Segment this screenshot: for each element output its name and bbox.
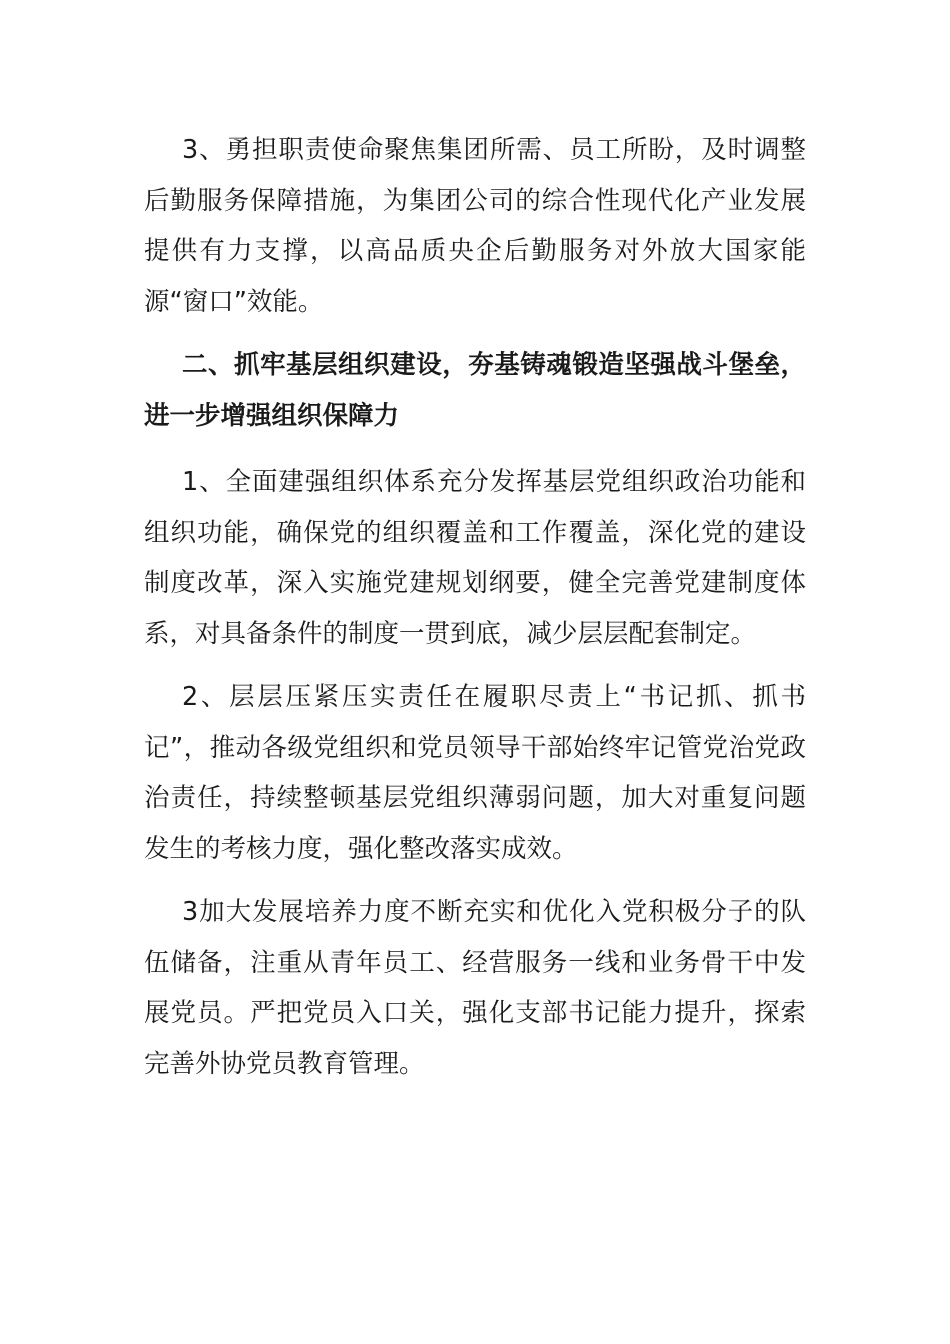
paragraph-item-3-development: 3加大发展培养力度不断充实和优化入党积极分子的队伍储备，注重从青年员工、经营服务一线和业务骨干中发展党员。严把党员入口关，强化支部书记能力提升，探索完善外协党员教育管理。 [144, 897, 806, 1079]
paragraph-item-1-organization: 1、全面建强组织体系充分发挥基层党组织政治功能和组织功能，确保党的组织覆盖和工作覆盖，深化党的建设制度改革，深入实施党建规划纲要，健全完善党建制度体系，对具备条件的制度一贯到底，减少层层配套制定。 [144, 467, 806, 649]
section-heading-2: 二、抓牢基层组织建设，夯基铸魂锻造坚强战斗堡垒，进一步增强组织保障力 [144, 350, 806, 431]
paragraph-item-2-responsibility: 2、层层压紧压实责任在履职尽责上“书记抓、抓书记”，推动各级党组织和党员领导干部始终牢记管党治党政治责任，持续整顿基层党组织薄弱问题，加大对重复问题发生的考核力度，强化整改落实成效。 [144, 682, 806, 864]
paragraph-item-3-service: 3、勇担职责使命聚焦集团所需、员工所盼，及时调整后勤服务保障措施，为集团公司的综合性现代化产业发展提供有力支撑，以高品质央企后勤服务对外放大国家能源“窗口”效能。 [144, 135, 806, 317]
document-body [144, 125, 806, 1102]
